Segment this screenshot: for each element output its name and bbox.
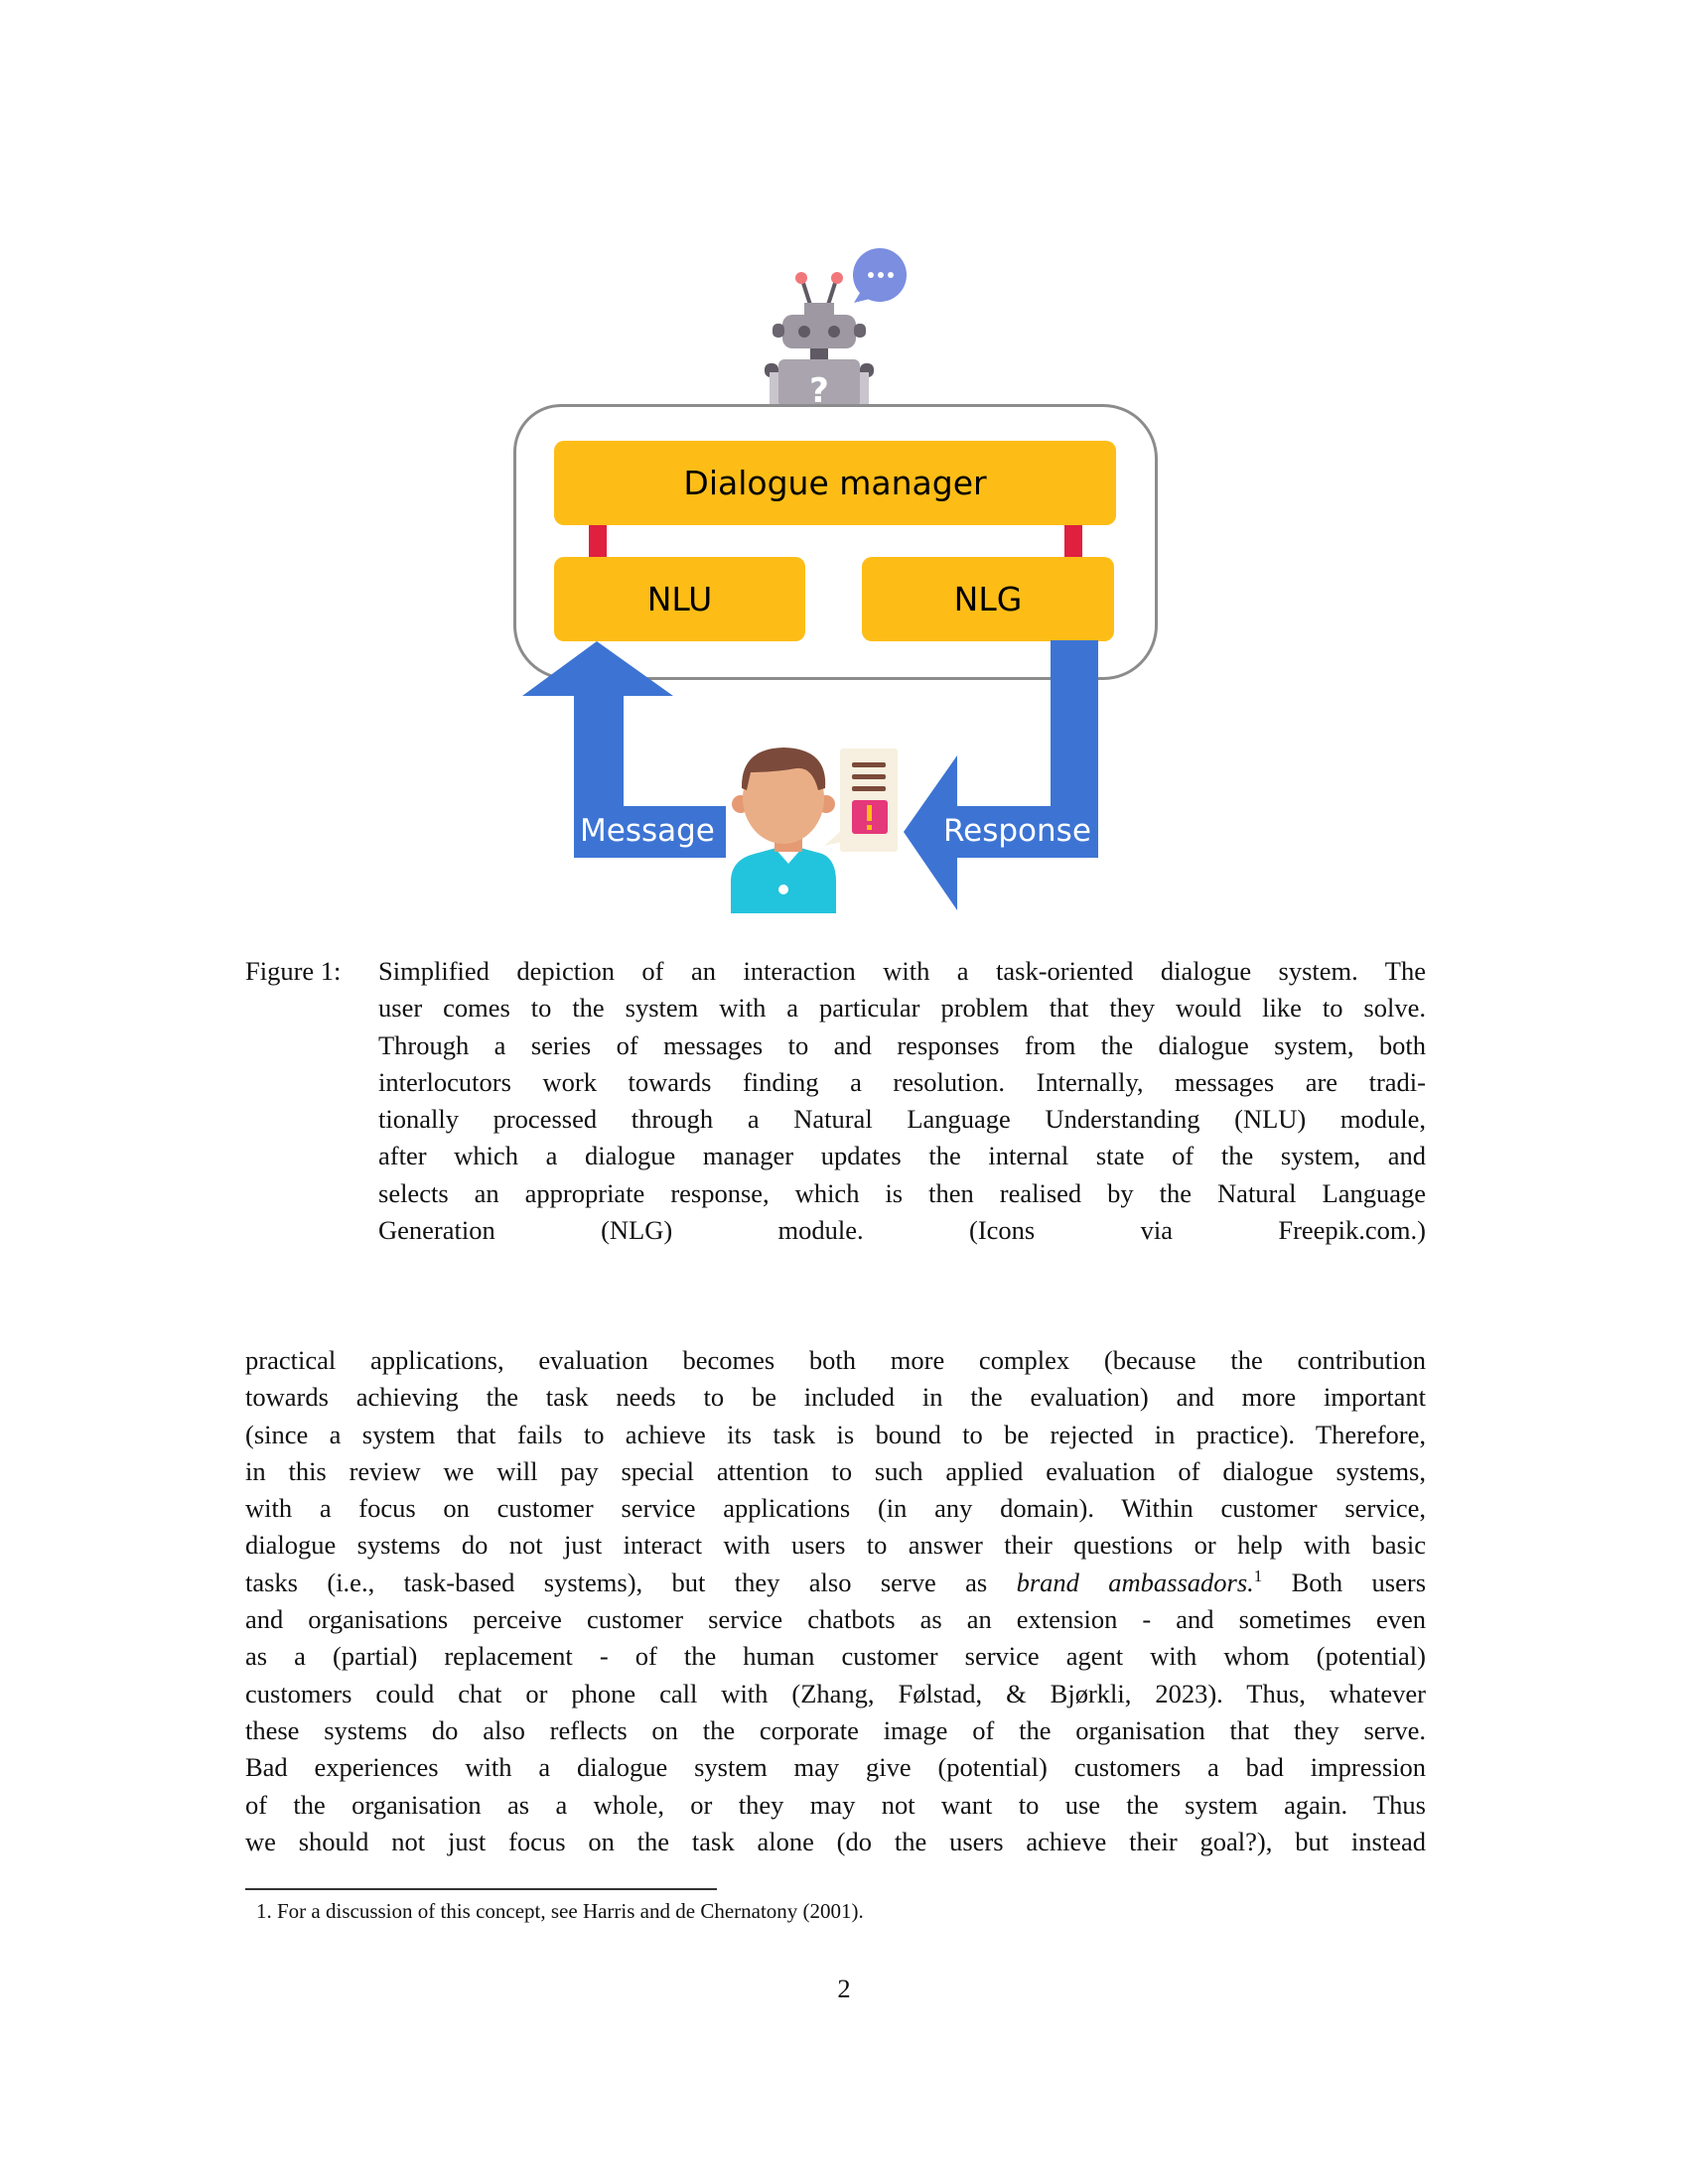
body-line: with a focus on customer service applications (in any domain). Within customer service, (245, 1493, 1426, 1524)
caption-line: interlocutors work towards finding a resolution. Internally, messages are tradi- (378, 1066, 1426, 1097)
body-line: these systems do also reflects on the corporate image of the organisation that they serve. (245, 1714, 1426, 1745)
svg-text:?: ? (809, 371, 829, 407)
body-line: of the organisation as a whole, or they may not want to use the system again. Thus (245, 1789, 1426, 1820)
body-line: towards achieving the task needs to be included in the evaluation) and more important (245, 1382, 1426, 1413)
body-line: and organisations perceive customer service chatbots as an extension - and sometimes even (245, 1604, 1426, 1635)
user-icon (725, 743, 904, 913)
figure-caption-label: Figure 1: (245, 956, 342, 986)
body-line: Bad experiences with a dialogue system may give (potential) customers a bad impression (245, 1752, 1426, 1783)
body-line: we should not just focus on the task alone (do the users achieve their goal?), but instead (245, 1826, 1426, 1856)
caption-line: user comes to the system with a particular problem that they would like to solve. (378, 993, 1426, 1024)
body-line: dialogue systems do not just interact with users to answer their questions or help with basic (245, 1530, 1426, 1561)
body-line: as a (partial) replacement - of the human customer service agent with whom (potential) (245, 1641, 1426, 1672)
footnote-marker[interactable]: 1 (1253, 1566, 1263, 1585)
footnote-rule (245, 1888, 717, 1890)
caption-line: Simplified depiction of an interaction with a task-oriented dialogue system. The (378, 956, 1426, 986)
nlu-label: NLU (646, 580, 713, 618)
body-line: in this review we will pay special attention to such applied evaluation of dialogue systems, (245, 1455, 1426, 1486)
response-label: Response (943, 813, 1091, 849)
caption-line: Through a series of messages to and responses from the dialogue system, both (378, 1029, 1426, 1060)
body-line: (since a system that fails to achieve its task is bound to be rejected in practice). Therefore, (245, 1419, 1426, 1449)
body-line (245, 1565, 1426, 1601)
caption-line: selects an appropriate response, which is then realised by the Natural Language (378, 1177, 1426, 1208)
nlg-label: NLG (953, 580, 1023, 618)
text: Both users (1262, 1567, 1427, 1597)
caption-line: after which a dialogue manager updates the internal state of the system, and (378, 1141, 1426, 1171)
emphasis-brand-ambassadors: brand ambassadors. (1016, 1567, 1254, 1597)
caption-line: tionally processed through a Natural Language Understanding (NLU) module, (378, 1104, 1426, 1135)
footnote: 1. For a discussion of this concept, see Harris and de Chernatony (2001). (256, 1899, 864, 1923)
message-label: Message (580, 813, 715, 849)
page-number: 2 (837, 1974, 851, 2003)
body-line: practical applications, evaluation becomes both more complex (because the contribution (245, 1345, 1426, 1375)
caption-line: Generation (NLG) module. (Icons via Freepik.com.) (378, 1215, 1426, 1246)
body-paragraph (245, 1342, 1426, 1860)
figure-caption (378, 953, 1426, 1249)
text: tasks (i.e., task-based systems), but they also serve as (245, 1567, 1017, 1597)
body-line: customers could chat or phone call with (Zhang, Følstad, & Bjørkli, 2023). Thus, whatever (245, 1678, 1426, 1708)
dialogue-manager-label: Dialogue manager (683, 464, 987, 502)
